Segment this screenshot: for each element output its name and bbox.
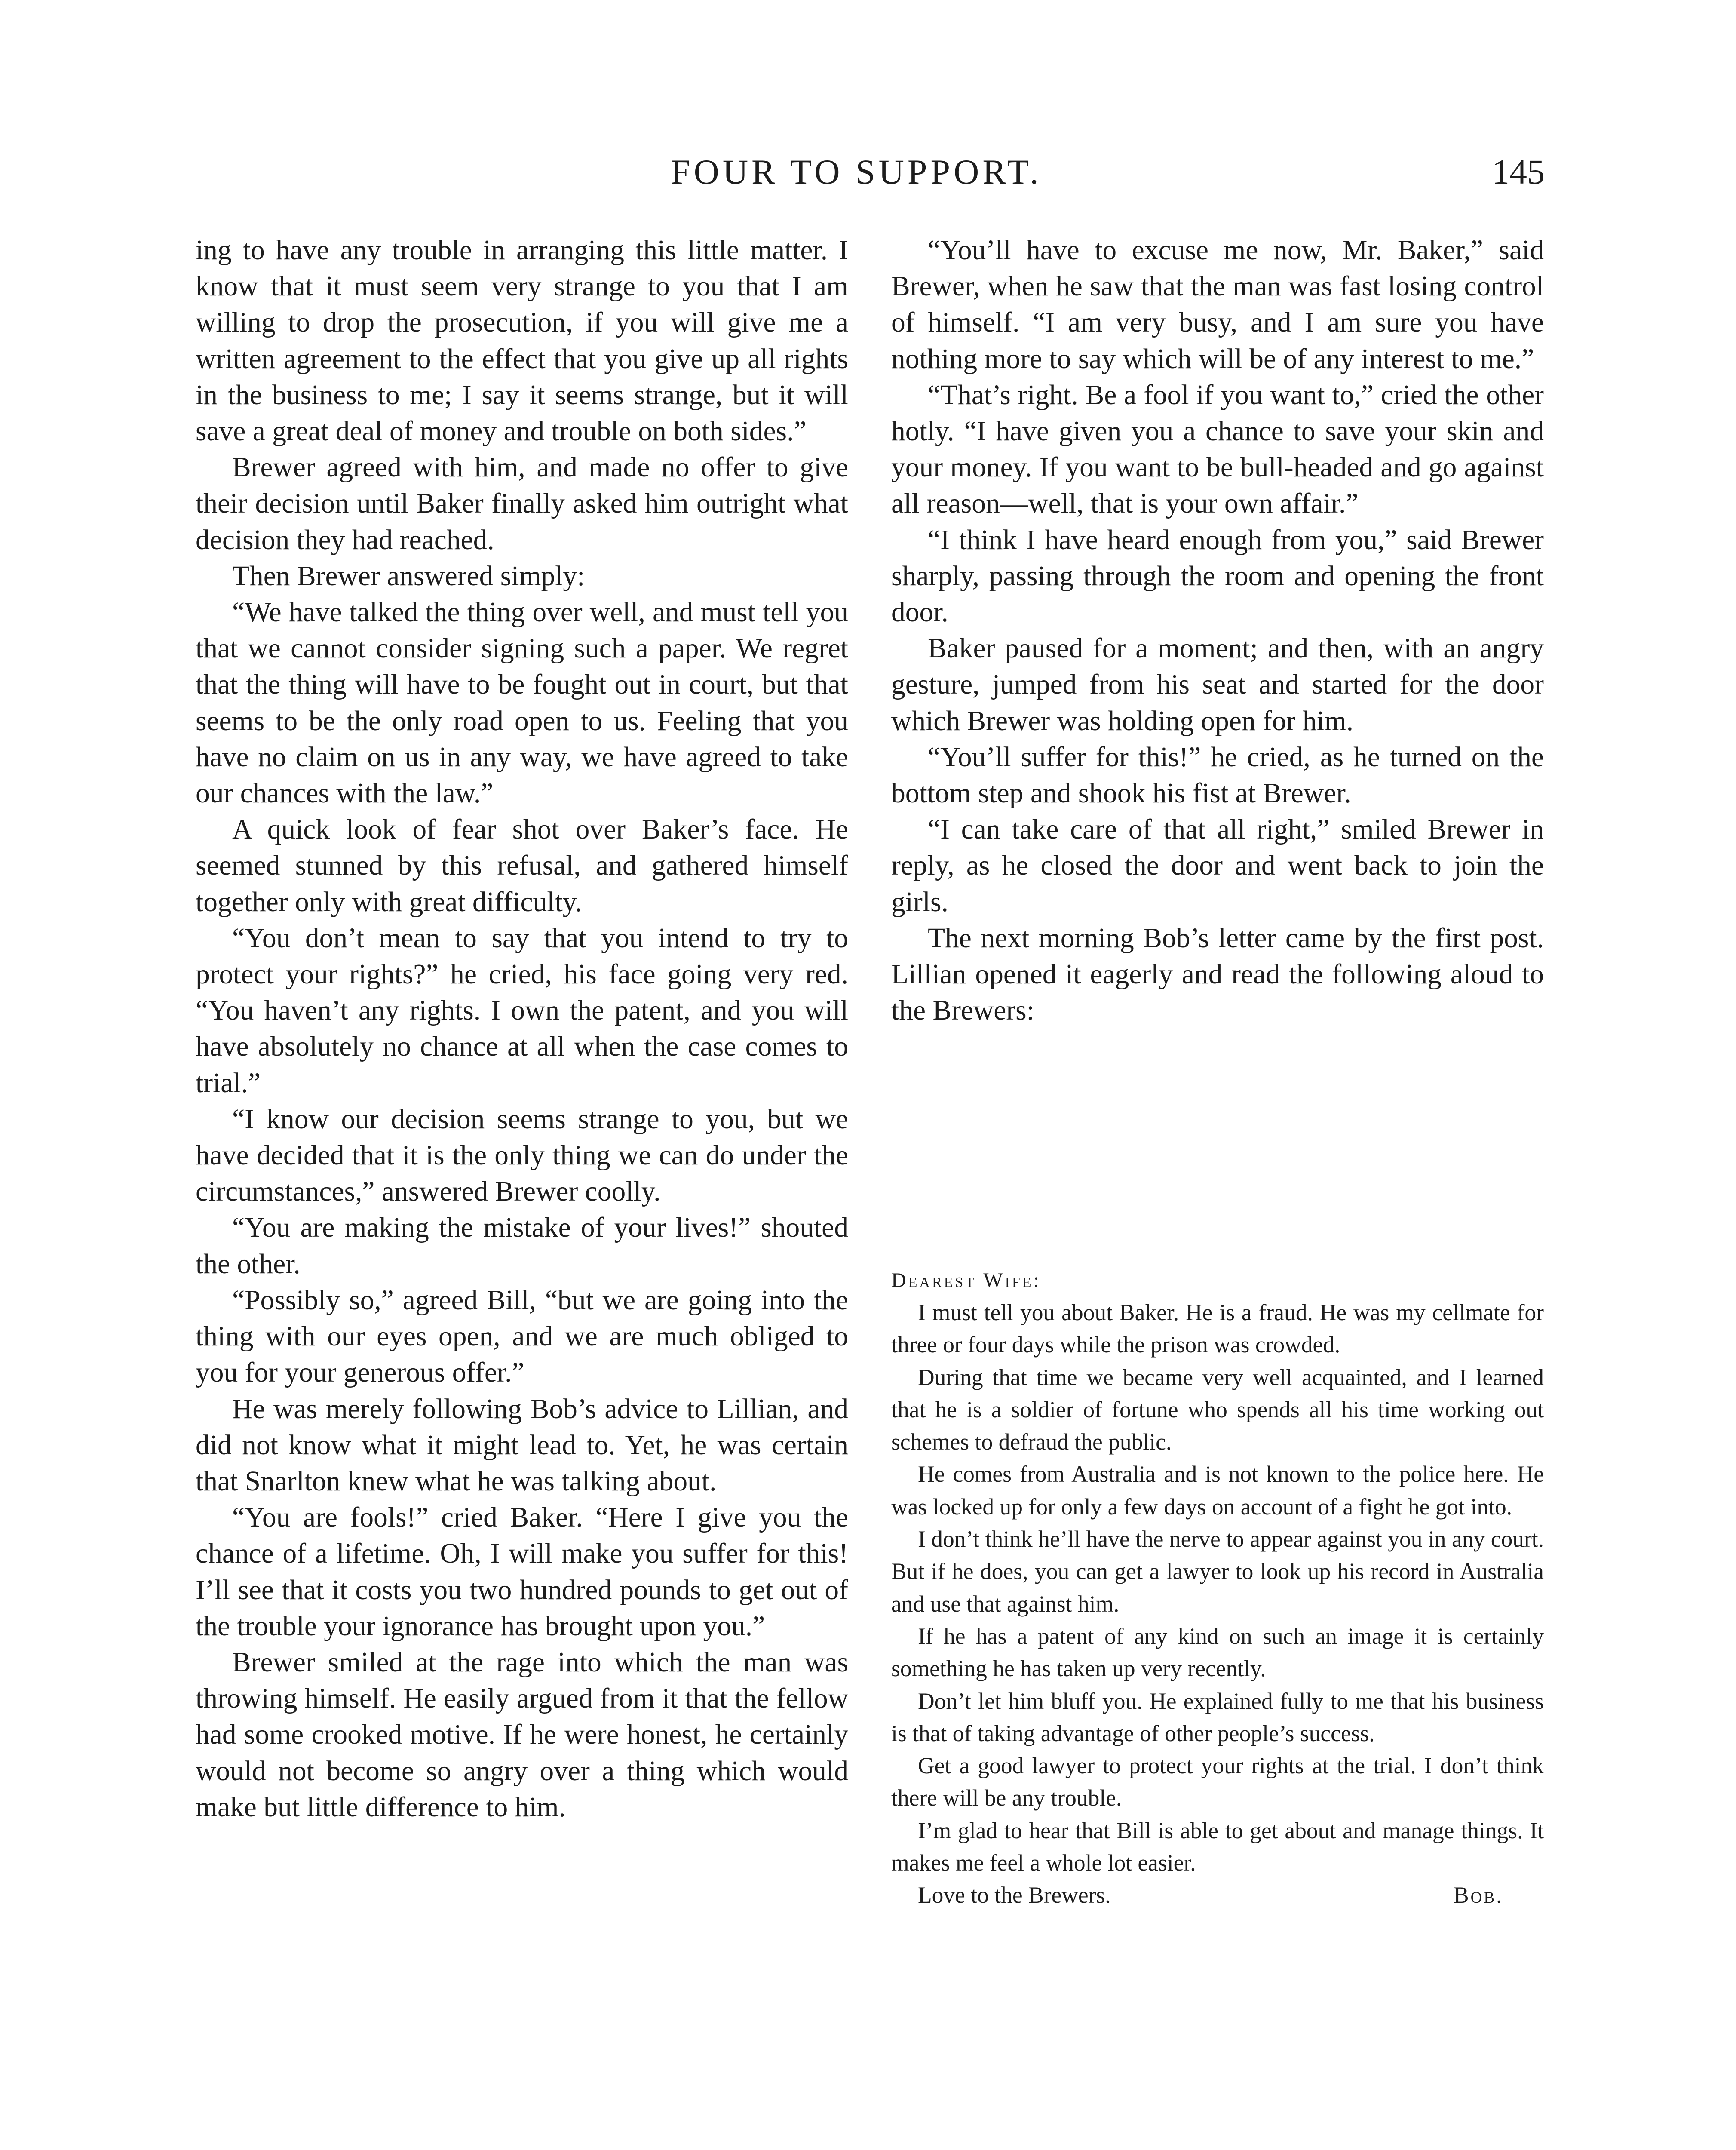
- left-column: [196, 232, 848, 1825]
- letter-paragraph: Don’t let him bluff you. He explained fully to me that his business is that of taking advantage of other people’s success.: [891, 1688, 1544, 1746]
- letter-paragraph: Get a good lawyer to protect your rights at the trial. I don’t think there will be any trouble.: [891, 1753, 1544, 1811]
- paragraph: “You’ll have to excuse me now, Mr. Baker,” said Brewer, when he saw that the man was fast losing control of himself. “I am very busy, and I am sure you have nothing more to say which will be of any interest to me.”: [891, 235, 1544, 375]
- paragraph: “That’s right. Be a fool if you want to,” cried the other hotly. “I have given you a chance to save your skin and your money. If you want to be bull-headed and go against all reason—well, that is your own affair.”: [891, 379, 1544, 519]
- paragraph: “Possibly so,” agreed Bill, “but we are going into the thing with our eyes open, and we are much obliged to you for your generous offer.”: [196, 1284, 848, 1388]
- letter-salutation: Dearest Wife:: [891, 1269, 1041, 1292]
- letter-signature: Bob.: [1454, 1882, 1504, 1908]
- letter-closing: Love to the Brewers.: [918, 1882, 1111, 1908]
- paragraph: “You are making the mistake of your lives!” shouted the other.: [196, 1212, 848, 1280]
- paragraph: Then Brewer answered simply:: [232, 560, 585, 592]
- right-column-top: [891, 232, 1544, 1029]
- letter-block: [891, 1264, 1544, 1912]
- paragraph: “I can take care of that all right,” smiled Brewer in reply, as he closed the door and went back to join the girls.: [891, 814, 1544, 918]
- paragraph: “You don’t mean to say that you intend to try to protect your rights?” he cried, his face going very red. “You haven’t any rights. I own the patent, and you will have absolutely no chance at all when the case comes to trial.”: [196, 922, 848, 1099]
- paragraph: He was merely following Bob’s advice to Lillian, and did not know what it might lead to. Yet, he was certain that Snarlton knew what he was talking about.: [196, 1393, 848, 1497]
- letter-paragraph: If he has a patent of any kind on such an image it is certainly something he has taken up very recently.: [891, 1623, 1544, 1682]
- paragraph: The next morning Bob’s letter came by the first post. Lillian opened it eagerly and read the following aloud to the Brewers:: [891, 922, 1544, 1026]
- paragraph: “You’ll suffer for this!” he cried, as he turned on the bottom step and shook his fist at Brewer.: [891, 741, 1544, 809]
- paragraph: “We have talked the thing over well, and must tell you that we cannot consider signing such a paper. We regret that the thing will have to be fought out in court, but that seems to be the only road open to us. Feeling that you have no claim on us in any way, we have agreed to take our chances with the law.”: [196, 597, 848, 809]
- letter-paragraph: I must tell you about Baker. He is a fraud. He was my cellmate for three or four days while the prison was crowded.: [891, 1299, 1544, 1358]
- paragraph: ing to have any trouble in arranging this little matter. I know that it must seem very strange to you that I am willing to drop the prosecution, if you will give me a written agreement to the effect that you give up all rights in the business to me; I say it seems strange, but it will save a great deal of money and trouble on both sides.”: [196, 235, 848, 447]
- letter-paragraph: He comes from Australia and is not known to the police here. He was locked up for only a few days on account of a fight he got into.: [891, 1461, 1544, 1520]
- paragraph: “I think I have heard enough from you,” said Brewer sharply, passing through the room and opening the front door.: [891, 524, 1544, 628]
- paragraph: Brewer agreed with him, and made no offer to give their decision until Baker finally asked him outright what decision they had reached.: [196, 452, 848, 556]
- paragraph: “You are fools!” cried Baker. “Here I give you the chance of a lifetime. Oh, I will make you suffer for this! I’ll see that it costs you two hundred pounds to get out of the trouble your ignorance has brought upon you.”: [196, 1502, 848, 1642]
- page-header: [0, 150, 1736, 198]
- paragraph: Brewer smiled at the rage into which the man was throwing himself. He easily argued from it that the fellow had some crooked motive. If he were honest, he certainly would not become so angry over a thing which would make but little difference to him.: [196, 1646, 848, 1823]
- letter-paragraph: I don’t think he’ll have the nerve to appear against you in any court. But if he does, you can get a lawyer to look up his record in Australia and use that against him.: [891, 1526, 1544, 1617]
- letter-paragraph: I’m glad to hear that Bill is able to get about and manage things. It makes me feel a whole lot easier.: [891, 1817, 1544, 1876]
- paragraph: “I know our decision seems strange to you, but we have decided that it is the only thing we can do under the circumstances,” answered Brewer coolly.: [196, 1103, 848, 1207]
- page-number: 145: [1492, 152, 1545, 191]
- paragraph: Baker paused for a moment; and then, with an angry gesture, jumped from his seat and started for the door which Brewer was holding open for him.: [891, 633, 1544, 737]
- letter-paragraph: During that time we became very well acquainted, and I learned that he is a soldier of fortune who spends all his time working out schemes to defraud the public.: [891, 1364, 1544, 1455]
- paragraph: A quick look of fear shot over Baker’s face. He seemed stunned by this refusal, and gathered himself together only with great difficulty.: [196, 814, 848, 918]
- letter-signoff: [891, 1879, 1544, 1911]
- running-title: FOUR TO SUPPORT.: [671, 152, 1042, 191]
